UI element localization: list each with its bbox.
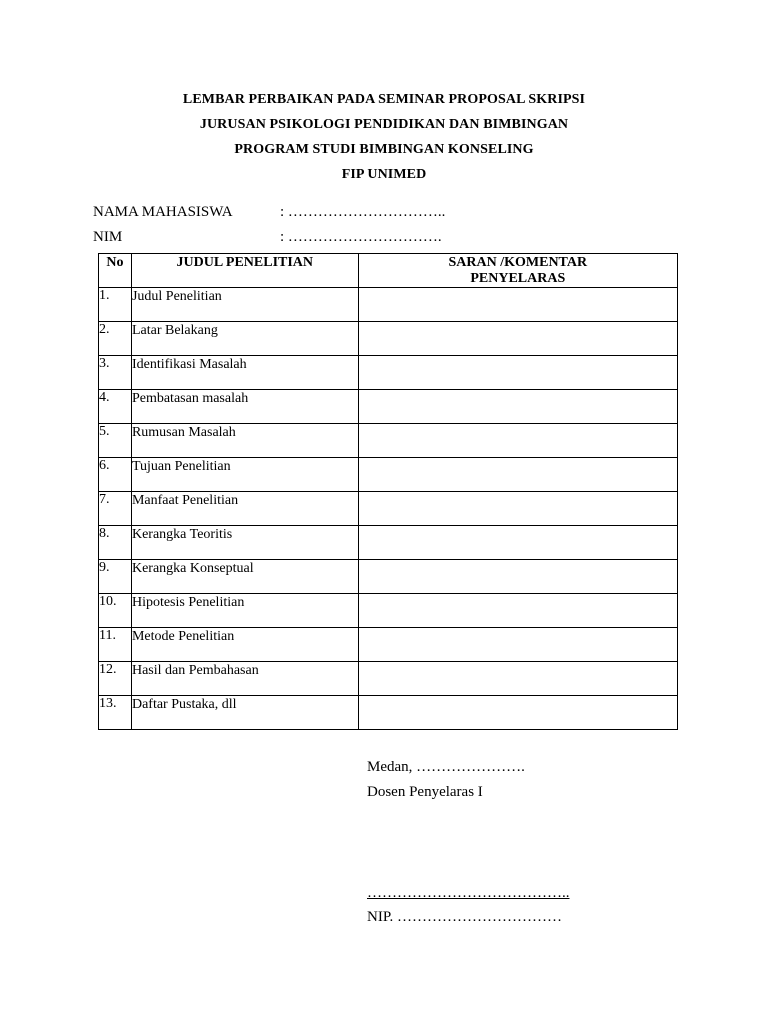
row-number: 12. (99, 662, 132, 696)
comment-cell[interactable] (358, 628, 677, 662)
row-item: Manfaat Penelitian (131, 492, 358, 526)
signer-role: Dosen Penyelaras I (367, 784, 483, 800)
row-number: 13. (99, 696, 132, 730)
comment-cell[interactable] (358, 662, 677, 696)
row-item: Hasil dan Pembahasan (131, 662, 358, 696)
row-item: Metode Penelitian (131, 628, 358, 662)
row-number: 8. (99, 526, 132, 560)
row-number: 10. (99, 594, 132, 628)
comment-cell[interactable] (358, 288, 677, 322)
signature-name-line: ………………………………….. (367, 885, 570, 901)
comment-cell[interactable] (358, 322, 677, 356)
row-item: Judul Penelitian (131, 288, 358, 322)
row-item: Hipotesis Penelitian (131, 594, 358, 628)
comment-cell[interactable] (358, 424, 677, 458)
header-saran-line2: PENYELARAS (470, 271, 566, 286)
title-line-4: FIP UNIMED (341, 167, 427, 182)
header-no: No (99, 254, 132, 288)
row-item: Latar Belakang (131, 322, 358, 356)
table-row (99, 696, 678, 730)
comment-cell[interactable] (358, 560, 677, 594)
table-row (99, 356, 678, 390)
table-row (99, 594, 678, 628)
table-row (99, 390, 678, 424)
comment-cell[interactable] (358, 390, 677, 424)
table-row (99, 492, 678, 526)
comment-cell[interactable] (358, 356, 677, 390)
row-number: 5. (99, 424, 132, 458)
row-number: 2. (99, 322, 132, 356)
title-line-3: PROGRAM STUDI BIMBINGAN KONSELING (234, 142, 534, 157)
table-row (99, 322, 678, 356)
comment-cell[interactable] (358, 526, 677, 560)
table-row (99, 458, 678, 492)
row-item: Pembatasan masalah (131, 390, 358, 424)
row-item: Kerangka Konseptual (131, 560, 358, 594)
row-item: Daftar Pustaka, dll (131, 696, 358, 730)
student-name-blank: : ………………………….. (280, 204, 446, 220)
row-item: Identifikasi Masalah (131, 356, 358, 390)
comment-cell[interactable] (358, 594, 677, 628)
row-number: 11. (99, 628, 132, 662)
row-item: Tujuan Penelitian (131, 458, 358, 492)
row-number: 4. (99, 390, 132, 424)
table-row (99, 288, 678, 322)
comment-cell[interactable] (358, 492, 677, 526)
title-line-2: JURUSAN PSIKOLOGI PENDIDIKAN DAN BIMBINGAN (199, 117, 569, 132)
comment-cell[interactable] (358, 696, 677, 730)
table-row (99, 560, 678, 594)
student-name-label: NAMA MAHASISWA (93, 204, 233, 220)
student-id-label: NIM (93, 229, 123, 245)
row-number: 1. (99, 288, 132, 322)
table-row (99, 526, 678, 560)
student-name-field (93, 202, 445, 222)
student-id-blank: : …………………………. (280, 229, 442, 245)
table-row (99, 628, 678, 662)
table-row (99, 424, 678, 458)
comment-cell[interactable] (358, 458, 677, 492)
row-item: Rumusan Masalah (131, 424, 358, 458)
header-saran-line1: SARAN /KOMENTAR (448, 255, 588, 270)
student-id-field (93, 227, 442, 247)
header-judul: JUDUL PENELITIAN (131, 254, 358, 288)
revision-table (98, 253, 678, 730)
row-item: Kerangka Teoritis (131, 526, 358, 560)
row-number: 3. (99, 356, 132, 390)
table-row (99, 662, 678, 696)
signer-nip: NIP. …………………………… (367, 909, 563, 925)
document-title (0, 87, 768, 187)
title-line-1: LEMBAR PERBAIKAN PADA SEMINAR PROPOSAL SKRIPSI (182, 92, 586, 107)
place-date: Medan, …………………. (367, 759, 525, 775)
header-saran (358, 254, 677, 288)
row-number: 9. (99, 560, 132, 594)
row-number: 7. (99, 492, 132, 526)
table-header-row (99, 254, 678, 288)
row-number: 6. (99, 458, 132, 492)
